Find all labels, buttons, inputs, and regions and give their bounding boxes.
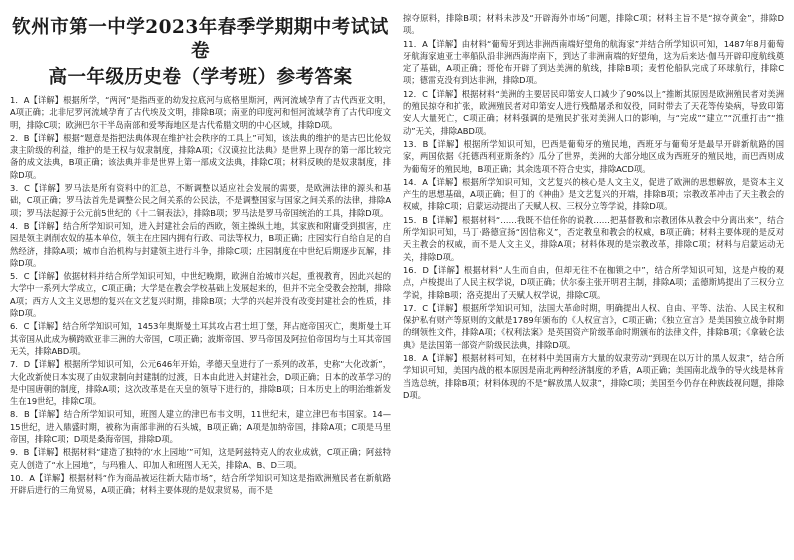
answer-item-12: 12．C【详解】根据材料“美洲的主要居民印第安人口减少了90%以上”推断其原因是欧洲殖民者对美洲的殖民掠夺和扩张，欧洲殖民者对印第安人进行残酷屠杀和奴役，同时带去了天花等传染病，导致印第安人大量死亡，C项正确；材料强调的是殖民扩张对美洲人口的影响，与“完成”“建立”“沉重打击”“推动”无关，排除ABD项。 — [403, 88, 784, 136]
answer-item-10-continued: 掠夺原料，排除B项；材料未涉及“开辟海外市场”问题，排除C项；材料主旨不是“掠夺黄金”，排除D项。 — [403, 13, 784, 36]
right-column — [403, 12, 784, 560]
answer-item-10: 10．A【详解】根据材料“作为商品被运往新大陆市场”，结合所学知识可知这是指欧洲殖民者在新航路开辟后进行的三角贸易，A项正确；材料主要体现的是奴隶贸易，而不是 — [10, 472, 391, 496]
document-subtitle: 高一年级历史卷（学考班）参考答案 — [48, 67, 353, 88]
answer-item-9: 9．B【详解】根据材料“建造了独特的‘水上园地’”可知，这是阿兹特克人的农业成就，C项正确；阿兹特克人创造了“水上园地”，与玛雅人、印加人和班图人无关，排除A、B、D三项。 — [10, 447, 391, 470]
answer-item-5: 5．C【详解】依据材料并结合所学知识可知，中世纪晚期，欧洲自治城市兴起，重视教育，因此兴起的大学中一系列大学成立，C项正确；大学是在教会学校基础上发展起来的，但并不完全受教会控制，排除A项；西方人文主义思想的复兴在文艺复兴时期，排除B项；大学的兴起并没有改变封建社会的性质，排除D项。 — [10, 271, 391, 319]
answer-item-7: 7．D【详解】根据所学知识可知，公元646年开始，孝德天皇进行了一系列的改革，史称“大化改新”，大化改新使日本实现了由奴隶制向封建制的过渡，日本由此进入封建社会，D项正确；日本的改革学习的是中国唐朝的制度，排除A项；这次改革是在天皇的领导下进行的，排除B项；日本历史上的明治维新发生在19世纪，排除C项。 — [10, 359, 391, 407]
answer-item-6: 6．C【详解】结合所学知识可知，1453年奥斯曼土耳其攻占君士坦丁堡，拜占庭帝国灭亡，奥斯曼土耳其帝国从此成为横跨欧亚非三洲的大帝国，C项正确；波斯帝国、罗马帝国及阿拉伯帝国均与土耳其帝国无关，排除ABD项。 — [10, 321, 391, 356]
answer-item-1: 1．A【详解】根据所学，“两河”是指西亚的幼发拉底河与底格里斯河，两河流域孕育了古代西亚文明，A项正确；北非尼罗河流域孕育了古代埃及文明，排除B项；南亚的印度河和恒河流域孕育了古代印度文明，排除C项；欧洲巴尔干半岛南部和爱琴海地区是古代希腊文明的中心区域，排除D项。 — [10, 95, 391, 130]
answer-item-8: 8．B【详解】结合所学知识可知，班图人建立的津巴布韦文明，11世纪末，建立津巴布韦国家。14—15世纪，进入鼎盛时期，被称为南部非洲的石头城，B项正确；A项是加纳帝国，排除A项；C项是马里帝国，排除C项；D项是桑海帝国，排除D项。 — [10, 409, 391, 445]
answer-item-16: 16．D【详解】根据材料“人生而自由，但却无往不在枷锁之中”，结合所学知识可知，这是卢梭的观点，卢梭提出了人民主权学说，D项正确；伏尔泰主张开明君主制，排除A项；孟德斯鸠提出了三权分立学说，排除B项；洛克提出了天赋人权学说，排除C项。 — [403, 264, 784, 300]
left-column — [10, 14, 391, 560]
answer-item-15: 15．B【详解】根据材料“……我既不信任你的说教……把基督教和宗教团体从教会中分离出来”，结合所学知识可知，马丁·路德宣扬“因信称义”，否定教皇和教会的权威，B项正确；材料主要体现的是反对天主教会的权威，而不是人文主义，排除A项；材料体现的是宗教改革，排除C项；材料与启蒙运动无关，排除D项。 — [403, 214, 784, 262]
answer-item-3: 3．C【详解】罗马法是所有资料中的汇总，不断调整以适应社会发展的需要，是欧洲法律的源头和基础，C项正确；罗马法首先是调整公民之间关系的公民法，不是调整国家与国家之间关系的法律，排除A项；罗马法起源于公元前5世纪的《十二铜表法》，排除B项；罗马法是罗马帝国统治的工具，排除D项。 — [10, 183, 391, 218]
answer-item-11: 11．A【详解】由材料“葡萄牙到达非洲西南端好望角的航海家”并结合所学知识可知，1487年8月葡萄牙航海家迪亚士率船队沿非洲西海岸南下，到达了非洲南端的好望角，这为后来达·伽马开辟印度航线奠定了基础，A项正确；哥伦布开辟了到达美洲的航线，排除B项；麦哲伦船队完成了环球航行，排除C项；德雷克没有到达非洲，排除D项。 — [403, 38, 784, 86]
document-title: 钦州市第一中学2023年春季学期期中考试试卷 — [12, 17, 389, 62]
answer-item-14: 14．A【详解】根据所学知识可知，文艺复兴的核心是人文主义，促进了欧洲的思想解放，是资本主义产生的思想基础，A项正确；但丁的《神曲》是文艺复兴的开端，排除B项；宗教改革冲击了天主教会的权威，排除C项；启蒙运动提出了天赋人权、三权分立等学说，排除D项。 — [403, 176, 784, 212]
answer-item-17: 17．C【详解】根据所学知识可知，法国大革命时期，明确提出人权、自由、平等、法治、人民主权和保护私有财产等原则的文献是1789年颁布的《人权宣言》，C项正确；《独立宣言》是美国独立战争时期的纲领性文件，排除A项；《权利法案》是英国资产阶级革命时期颁布的法律文件，排除B项；《拿破仑法典》是法国第一部资产阶级民法典，排除D项。 — [403, 302, 784, 350]
answer-item-13: 13．B【详解】根据所学知识可知，巴西是葡萄牙的殖民地，西班牙与葡萄牙是最早开辟新航路的国家，两国依据《托德西利亚斯条约》瓜分了世界，美洲的大部分地区成为西班牙的殖民地，而巴西则成为葡萄牙的殖民地，B项正确；其余选项不符合史实，排除ACD项。 — [403, 138, 784, 174]
answer-item-4: 4．B【详解】结合所学知识可知，进入封建社会后的西欧，领主操纵土地，其家族和附庸受到损害，庄园是领主剥削农奴的基本单位，领主在庄园内拥有行政、司法等权力，B项正确；庄园实行自给自足的自然经济，排除A项；城市自治机构与封建领主进行斗争，排除C项；庄园制度在中世纪后期逐步瓦解，排除D项。 — [10, 220, 391, 268]
answer-item-18: 18．A【详解】根据材料可知，在材料中美国南方大量的奴隶劳动“到现在以万计的黑人奴隶”，结合所学知识可知，美国内战的根本原因是南北两种经济制度的矛盾，A项正确；美国南北战争的导火线是林肯当选总统，排除B项；材料体现的不是“解放黑人奴隶”，排除C项；美国至今仍存在种族歧视问题，排除D项。 — [403, 353, 784, 400]
answer-item-2: 2．B【详解】根据“题意是指把法典体现在维护社会秩序的工具上”可知，该法典的维护的是古巴比伦奴隶主阶级的利益，维护的是王权与奴隶制度，排除A项；《汉谟拉比法典》是世界上现存的第一部比较完备的成文法典，B项正确；该法典并非是世界上第一部成文法典，排除C项；材料反映的是奴隶制度，排除D项。 — [10, 132, 391, 180]
